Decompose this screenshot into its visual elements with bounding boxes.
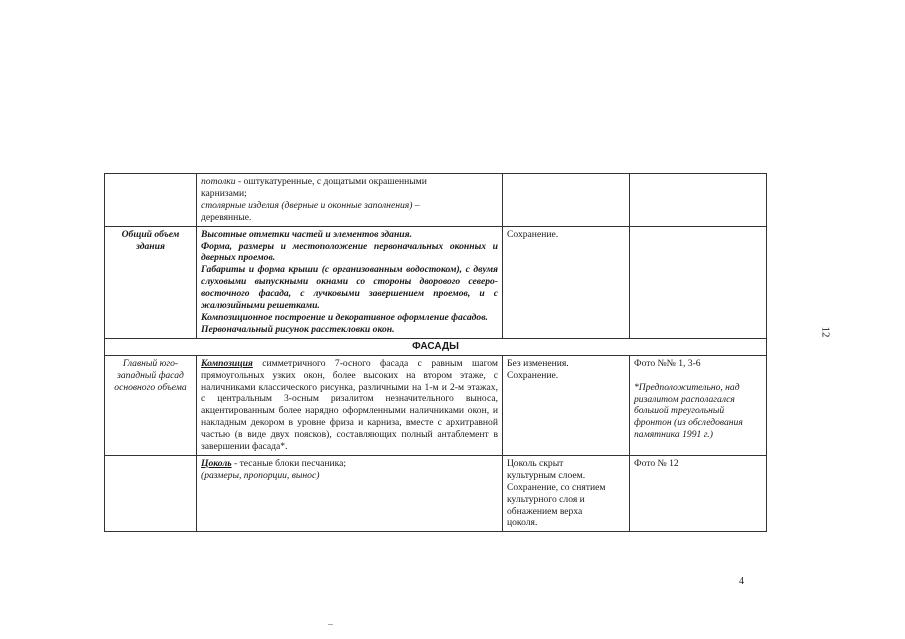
cornices-text: карнизами;	[201, 187, 247, 199]
page-number: 4	[739, 576, 744, 587]
building-volume-features	[197, 226, 503, 338]
table-row	[105, 174, 767, 227]
scan-mark	[328, 624, 333, 625]
feature-item: Высотные отметки частей и элементов здания.	[201, 228, 412, 240]
pediment-note: *Предположительно, над ризалитом располагался большой треугольный фронтон (из обследования памятника 1991 г.)	[634, 381, 743, 441]
ceilings-label: потолки	[201, 176, 236, 187]
main-facade-status	[503, 355, 630, 455]
main-facade-photos	[630, 355, 767, 455]
feature-item: Форма, размеры и местоположение первоначальных оконных и дверных проемов.	[201, 240, 498, 264]
row1-col2	[197, 174, 503, 227]
plinth-subtext: (размеры, пропорции, вынос)	[201, 469, 320, 481]
joinery-label: столярные изделия (дверные и оконные заполнения) –	[201, 199, 420, 211]
feature-item: Первоначальный рисунок расстекловки окон.	[201, 323, 395, 335]
row1-col4	[630, 174, 767, 227]
row4-col1	[105, 455, 197, 531]
row1-col1	[105, 174, 197, 227]
plinth-text: - тесаные блоки песчаника;	[231, 457, 347, 469]
feature-item: Композиционное построение и декоративное оформление фасадов.	[201, 311, 488, 323]
heritage-table	[104, 173, 767, 532]
row1-col3	[503, 174, 630, 227]
main-facade-description	[197, 355, 503, 455]
plinth-status: Цоколь скрыт культурным слоем. Сохранение, со снятием культурного слоя и обнажением верха цоколя.	[503, 455, 630, 531]
main-facade-label: Главный юго-западный фасад основного объема	[105, 355, 197, 455]
feature-item: Габариты и форма крыши (с организованным водостоком), с двумя слуховыми выпускными окнами со стороны дворового северо-восточного фасада, с лучковыми завершением проемов, и с жалюзийными решетками.	[201, 264, 498, 312]
table-row	[105, 338, 767, 355]
row2-col4	[630, 226, 767, 338]
status-line: Сохранение.	[507, 369, 559, 381]
table-row	[105, 455, 767, 531]
building-volume-status: Сохранение.	[503, 226, 630, 338]
building-volume-label: Общий объем здания	[105, 226, 197, 338]
composition-label: Композиция	[201, 357, 253, 369]
ceilings-text: - оштукатуренные, с дощатыми окрашенными	[235, 176, 427, 187]
plinth-description	[197, 455, 503, 531]
plinth-label: Цоколь	[201, 457, 232, 469]
composition-text: симметричного 7-осного фасада с равным шагом прямоугольных узких окон, более высоких на втором этаже, с наличниками классического рисунка, различными на 1-м и 2-м этажах, с центральным 3-осным ризалитом незначительного выноса, акцентированным более нарядно оформленными наличниками окон, и накладным декором в уровне фриза и карниза, вместе с архитравной частью (в виде двух поясков), составляющих полный антаблемент в завершении фасада*.	[201, 357, 498, 453]
joinery-text: деревянные.	[201, 211, 252, 223]
photo-reference: Фото №№ 1, 3-6	[634, 357, 701, 369]
side-page-number: 12	[819, 326, 832, 338]
table-row	[105, 355, 767, 455]
plinth-photo-reference: Фото № 12	[630, 455, 767, 531]
section-heading: ФАСАДЫ	[105, 338, 767, 355]
table-row	[105, 226, 767, 338]
status-line: Без изменения.	[507, 357, 569, 369]
